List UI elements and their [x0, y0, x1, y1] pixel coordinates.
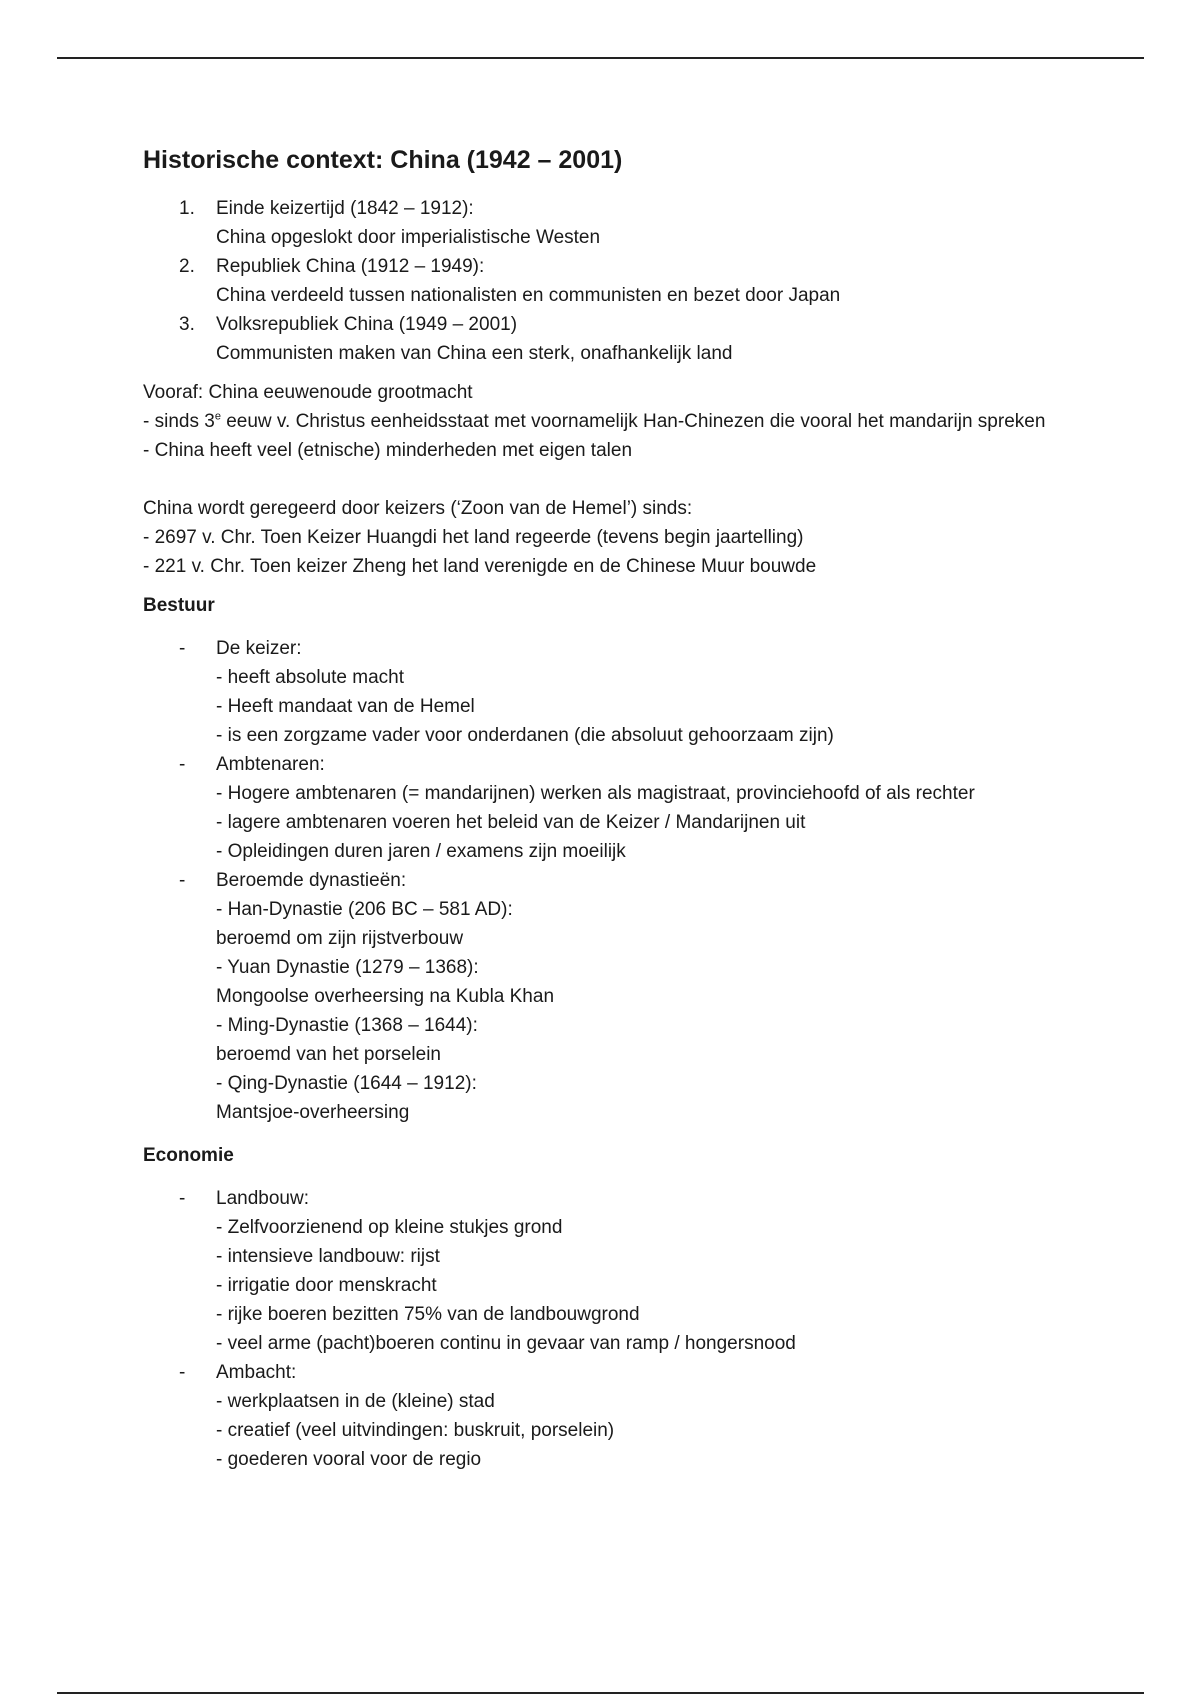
vooraf-line: - China heeft veel (etnische) minderheden met eigen talen [143, 440, 633, 461]
item-line: - goederen vooral voor de regio [216, 1449, 482, 1470]
list-item [143, 1184, 1063, 1358]
period-heading: Einde keizertijd (1842 – 1912): [216, 198, 474, 219]
item-line: - lagere ambtenaren voeren het beleid van de Keizer / Mandarijnen uit [216, 812, 806, 833]
item-line: - irrigatie door menskracht [216, 1275, 437, 1296]
list-item [143, 750, 1063, 866]
vooraf-text: eeuw v. Christus eenheidsstaat met voornamelijk Han-Chinezen die vooral het mandarijn spreken [220, 411, 1046, 432]
bullet: - [179, 754, 186, 775]
item-label: Ambacht: [216, 1362, 297, 1383]
period-text: Communisten maken van China een sterk, onafhankelijk land [216, 343, 733, 364]
item-line: - Opleidingen duren jaren / examens zijn moeilijk [216, 841, 626, 862]
item-label: Landbouw: [216, 1188, 309, 1209]
item-line: Mantsjoe-overheersing [216, 1102, 410, 1123]
list-item [143, 634, 1063, 750]
item-line: - Zelfvoorzienend op kleine stukjes grond [216, 1217, 563, 1238]
item-line: - is een zorgzame vader voor onderdanen (die absoluut gehoorzaam zijn) [216, 725, 834, 746]
item-line: - Han-Dynastie (206 BC – 581 AD): [216, 899, 513, 920]
footer-rule [57, 1692, 1144, 1694]
item-label: De keizer: [216, 638, 302, 659]
bullet: - [179, 638, 186, 659]
keizers-line: - 2697 v. Chr. Toen Keizer Huangdi het land regeerde (tevens begin jaartelling) [143, 527, 804, 548]
list-item [143, 1358, 1063, 1474]
period-number: 2. [179, 256, 195, 277]
item-line: - intensieve landbouw: rijst [216, 1246, 440, 1267]
period-number: 3. [179, 314, 195, 335]
document-body [143, 140, 1063, 1488]
period-heading: Volksrepubliek China (1949 – 2001) [216, 314, 518, 335]
period-item [143, 252, 1063, 310]
period-number: 1. [179, 198, 195, 219]
vooraf-line: Vooraf: China eeuwenoude grootmacht [143, 382, 473, 403]
keizers-line: - 221 v. Chr. Toen keizer Zheng het land verenigde en de Chinese Muur bouwde [143, 556, 817, 577]
economie-list [143, 1184, 1063, 1474]
superscript: e [214, 410, 221, 423]
item-label: Beroemde dynastieën: [216, 870, 407, 891]
item-line: - Yuan Dynastie (1279 – 1368): [216, 957, 479, 978]
keizers-section [143, 494, 1063, 581]
period-heading: Republiek China (1912 – 1949): [216, 256, 485, 277]
item-line: - werkplaatsen in de (kleine) stad [216, 1391, 495, 1412]
item-line: - Hogere ambtenaren (= mandarijnen) werken als magistraat, provinciehoofd of als rechter [216, 783, 975, 804]
item-line: - Ming-Dynastie (1368 – 1644): [216, 1015, 478, 1036]
period-item [143, 310, 1063, 368]
bestuur-heading: Bestuur [143, 595, 215, 616]
item-line: beroemd om zijn rijstverbouw [216, 928, 464, 949]
item-line: - Qing-Dynastie (1644 – 1912): [216, 1073, 477, 1094]
item-line: - veel arme (pacht)boeren continu in gevaar van ramp / hongersnood [216, 1333, 796, 1354]
page-title: Historische context: China (1942 – 2001) [143, 146, 623, 174]
bullet: - [179, 870, 186, 891]
periods-list [143, 194, 1063, 368]
bullet: - [179, 1188, 186, 1209]
bullet: - [179, 1362, 186, 1383]
list-item [143, 866, 1063, 1127]
item-line: - heeft absolute macht [216, 667, 404, 688]
period-text: China opgeslokt door imperialistische Westen [216, 227, 601, 248]
item-label: Ambtenaren: [216, 754, 325, 775]
item-line: - creatief (veel uitvindingen: buskruit, porselein) [216, 1420, 615, 1441]
economie-heading: Economie [143, 1145, 234, 1166]
vooraf-text: - sinds 3 [143, 411, 215, 432]
header-rule [57, 57, 1144, 59]
item-line: Mongoolse overheersing na Kubla Khan [216, 986, 555, 1007]
bestuur-list [143, 634, 1063, 1127]
item-line: beroemd van het porselein [216, 1044, 441, 1065]
item-line: - Heeft mandaat van de Hemel [216, 696, 475, 717]
keizers-intro: China wordt geregeerd door keizers (‘Zoon van de Hemel’) sinds: [143, 498, 693, 519]
period-text: China verdeeld tussen nationalisten en communisten en bezet door Japan [216, 285, 841, 306]
period-item [143, 194, 1063, 252]
item-line: - rijke boeren bezitten 75% van de landbouwgrond [216, 1304, 640, 1325]
vooraf-line [143, 407, 1063, 436]
vooraf-section [143, 378, 1063, 465]
